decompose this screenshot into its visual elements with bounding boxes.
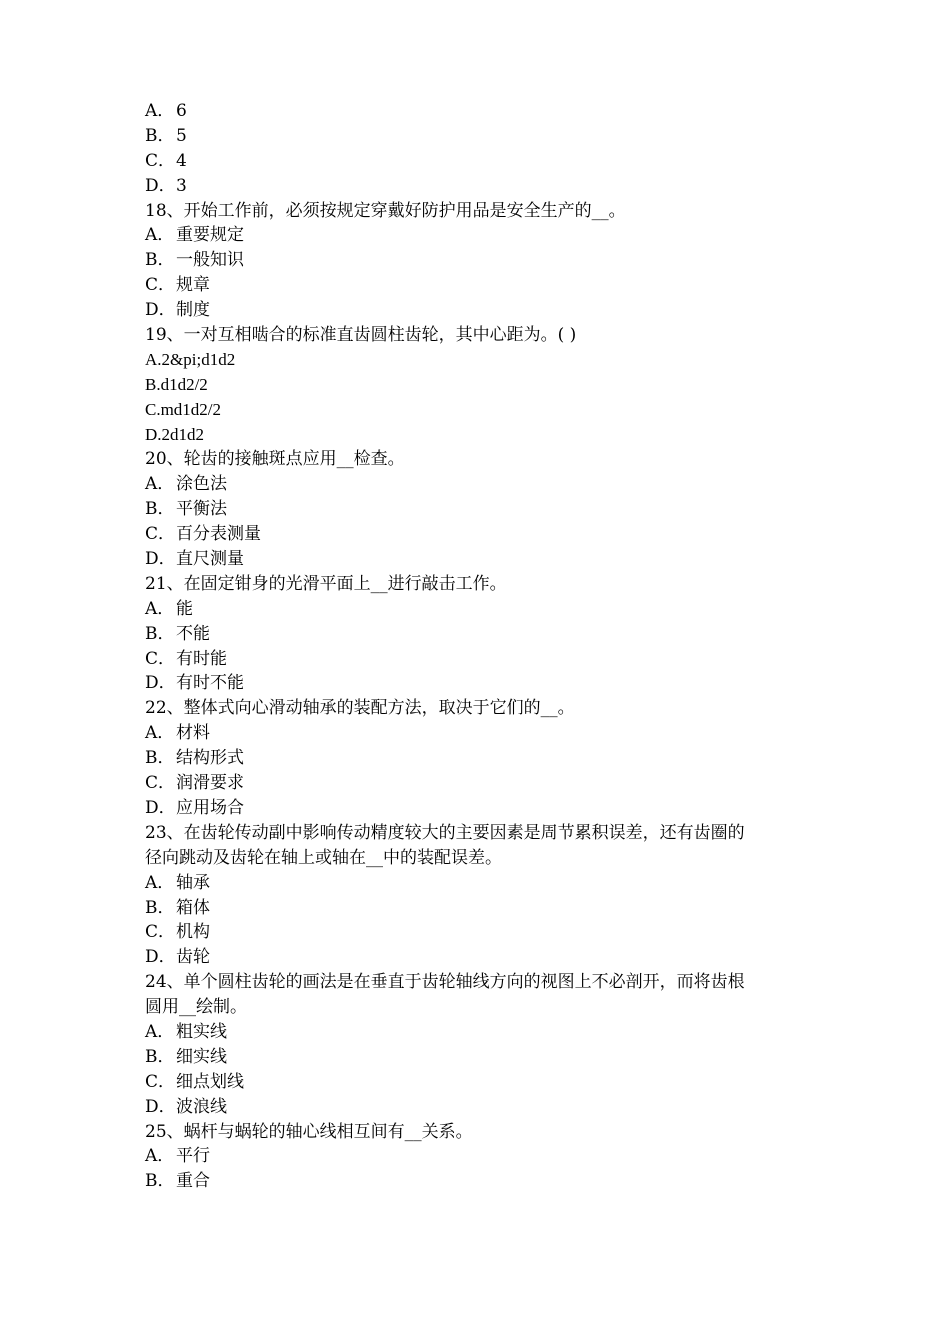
option-text: 直尺测量 [176,549,244,570]
option-text: 一般知识 [176,250,244,271]
option-text: 规章 [176,275,210,296]
answer-option-plain: A.2&pi;d1d2 [145,349,236,369]
option-letter: A． [145,101,175,121]
answer-option [145,99,815,124]
option-text: 应用场合 [176,797,244,818]
answer-option [145,248,815,273]
option-text: 平行 [176,1146,210,1167]
option-letter: C． [145,1071,176,1092]
option-text: 有时不能 [176,673,244,694]
answer-option [145,1020,815,1045]
answer-option-plain: B.d1d2/2 [145,374,208,394]
answer-option [145,622,815,647]
option-letter: B． [145,1171,175,1192]
question-text: 24、单个圆柱齿轮的画法是在垂直于齿轮轴线方向的视图上不必剖开，而将齿根 [145,972,745,993]
option-letter: D． [145,300,176,321]
answer-option [145,597,815,622]
option-letter: B． [145,125,175,146]
option-letter: B． [145,499,175,520]
option-letter: C． [145,773,176,794]
option-text: 机构 [176,922,210,943]
option-letter: C． [145,524,176,545]
question-text: 25、蜗杆与蜗轮的轴心线相互间有__关系。 [145,1121,473,1142]
answer-option [145,497,815,522]
answer-option [145,1169,815,1194]
option-letter: A． [145,474,175,495]
answer-option [145,124,815,149]
option-text: 有时能 [176,648,227,669]
answer-option [145,796,815,821]
option-text: 4 [176,150,187,171]
option-letter: A． [145,872,175,893]
option-letter: D． [145,673,176,694]
option-text: 轴承 [176,872,210,893]
option-text: 3 [176,175,187,196]
option-text: 材料 [176,723,210,744]
answer-option [145,896,815,921]
answer-option [145,771,815,796]
answer-option [145,1045,815,1070]
option-letter: B． [145,748,175,769]
option-letter: C． [145,922,176,943]
option-text: 能 [176,598,193,619]
option-letter: A． [145,225,175,246]
answer-option [145,721,815,746]
option-text: 细点划线 [176,1071,244,1092]
option-letter: B． [145,250,175,271]
answer-option [145,547,815,572]
answer-option [145,1144,815,1169]
question-text: 22、整体式向心滑动轴承的装配方法，取决于它们的__。 [145,698,575,719]
question-text: 21、在固定钳身的光滑平面上__进行敲击工作。 [145,573,507,594]
answer-option [145,174,815,199]
option-text: 重要规定 [176,225,244,246]
option-text: 波浪线 [176,1096,227,1117]
option-letter: C． [145,150,176,171]
option-text: 齿轮 [176,947,210,968]
option-letter: B． [145,623,175,644]
option-letter: A． [145,723,175,744]
question-text: 19、一对互相啮合的标准直齿圆柱齿轮，其中心距为。( ) [145,325,577,346]
option-text: 百分表测量 [176,524,261,545]
option-letter: D． [145,175,176,196]
option-text: 制度 [176,300,210,321]
answer-option [145,746,815,771]
answer-option-plain: D.2d1d2 [145,424,205,444]
option-text: 箱体 [176,897,210,918]
option-letter: A． [145,598,175,619]
answer-option [145,671,815,696]
option-text: 细实线 [176,1046,227,1067]
answer-option [145,920,815,945]
option-letter: C． [145,275,176,296]
option-letter: D． [145,1096,176,1117]
option-letter: A． [145,1146,175,1167]
document-body [145,99,815,1194]
option-text: 平衡法 [176,499,227,520]
question-text: 20、轮齿的接触斑点应用__检查。 [145,449,405,470]
option-text: 粗实线 [176,1021,227,1042]
option-text: 结构形式 [176,748,244,769]
option-text: 5 [176,125,187,146]
answer-option [145,1095,815,1120]
answer-option [145,871,815,896]
option-text: 润滑要求 [176,773,244,794]
answer-option [145,149,815,174]
option-text: 重合 [176,1171,210,1192]
option-letter: D． [145,549,176,570]
answer-option-plain: C.md1d2/2 [145,399,222,419]
option-text: 不能 [176,623,210,644]
answer-option [145,472,815,497]
option-letter: B． [145,1046,175,1067]
question-text: 23、在齿轮传动副中影响传动精度较大的主要因素是周节累积误差，还有齿圈的 [145,822,745,843]
answer-option [145,1070,815,1095]
option-text: 涂色法 [176,474,227,495]
answer-option [145,223,815,248]
option-letter: D． [145,797,176,818]
option-letter: B． [145,897,175,918]
option-letter: D． [145,947,176,968]
answer-option [145,945,815,970]
option-letter: A． [145,1021,175,1042]
question-text: 径向跳动及齿轮在轴上或轴在__中的装配误差。 [145,847,502,868]
answer-option [145,273,815,298]
question-text: 圆用__绘制。 [145,997,247,1018]
option-text: 6 [176,101,187,121]
answer-option [145,522,815,547]
answer-option [145,647,815,672]
option-letter: C． [145,648,176,669]
answer-option [145,298,815,323]
question-text: 18、开始工作前，必须按规定穿戴好防护用品是安全生产的__。 [145,200,626,221]
